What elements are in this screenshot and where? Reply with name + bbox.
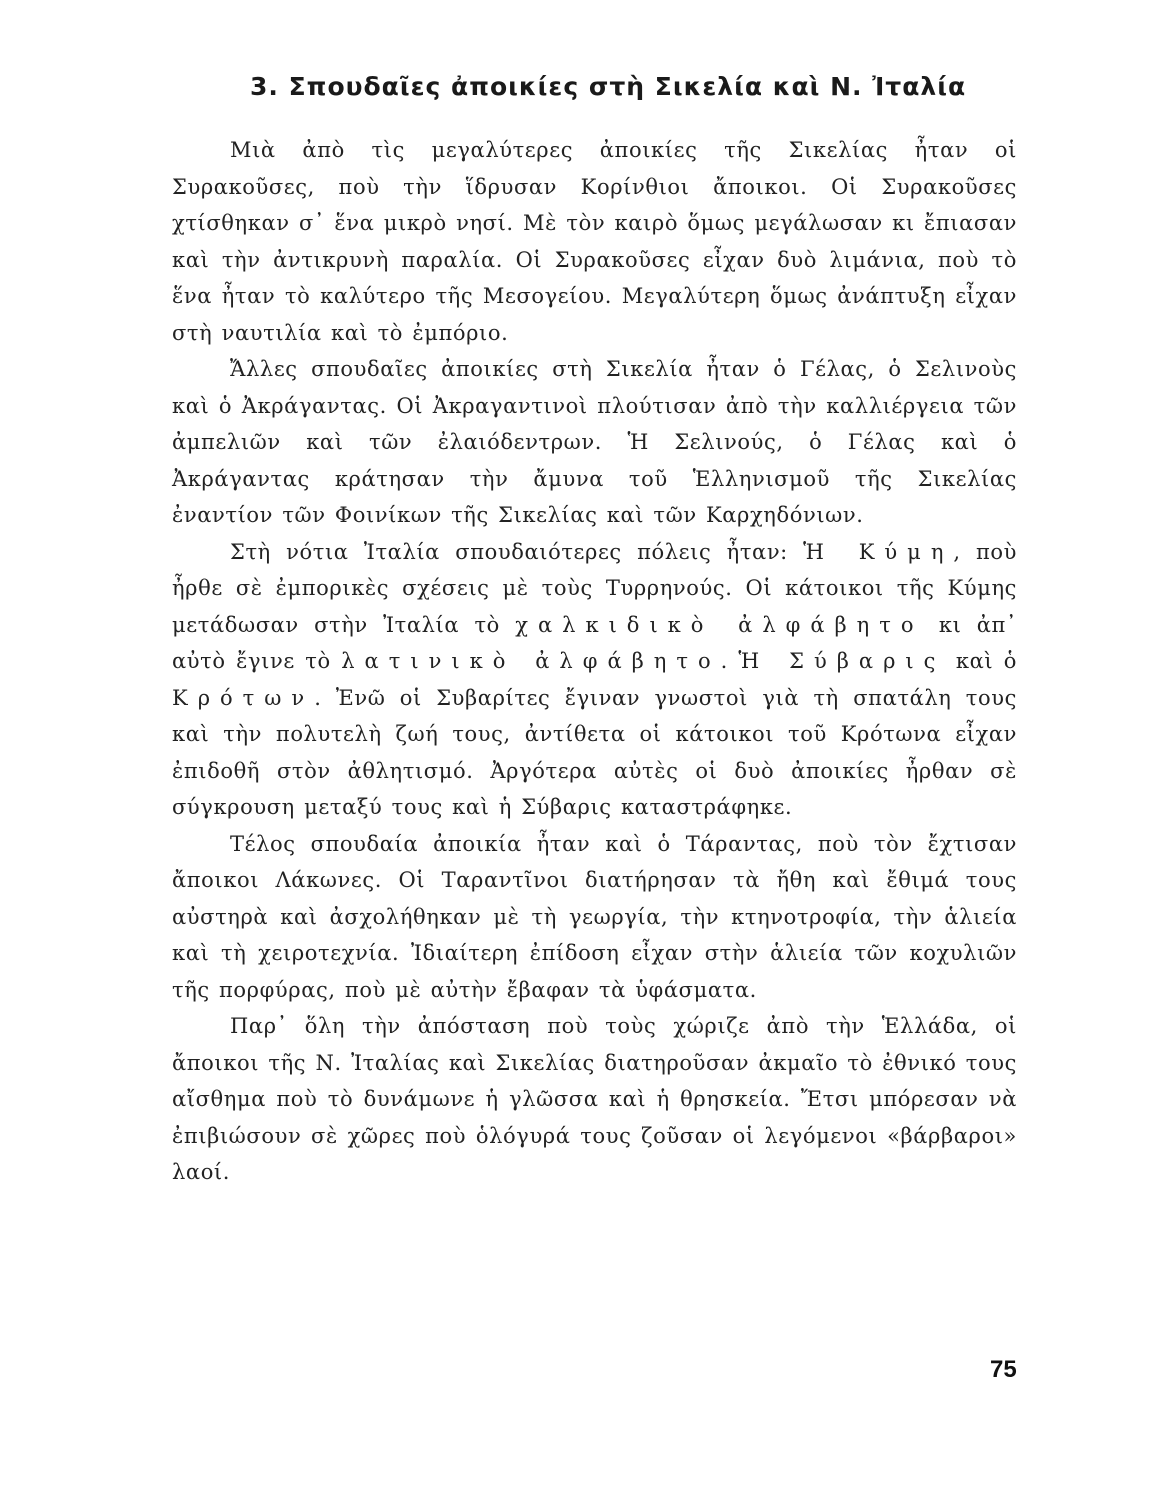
paragraph-national-sentiment: Παρ᾽ ὅλη τὴν ἀπόσταση ποὺ τοὺς χώριζε ἀπὸ τὴν Ἑλλάδα, οἱ ἄποικοι τῆς Ν. Ἰταλίας καὶ Σικελίας διατηροῦσαν ἀκμαῖο τὸ ἐθνικό τους αἴσθημα ποὺ τὸ δυνάμωνε ἡ γλῶσσα καὶ ἡ θρησκεία. Ἔτσι μπόρεσαν νὰ ἐπιβιώσουν σὲ χῶρες ποὺ ὁλόγυρά τους ζοῦσαν οἱ λεγόμενοι «βάρβαροι» λαοί.	[172, 1014, 1017, 1184]
text-run: Στὴ νότια Ἰταλία σπουδαιότερες πόλεις ἦταν:	[230, 539, 804, 564]
paragraph-syracuse: Μιὰ ἀπὸ τὶς μεγαλύτερες ἀποικίες τῆς Σικελίας ἦταν οἱ Συρακοῦσες, ποὺ τὴν ἵδρυσαν Κορίνθιοι ἄποικοι. Οἱ Συρακοῦσες χτίσθηκαν σ᾽ ἕνα μικρὸ νησί. Μὲ τὸν καιρὸ ὅμως μεγάλωσαν κι ἔπιασαν καὶ τὴν ἀντικρυνὴ παραλία. Οἱ Συρακοῦσες εἶχαν δυὸ λιμάνια, ποὺ τὸ ἕνα ἦταν τὸ καλύτερο τῆς Μεσογείου. Μεγαλύτερη ὅμως ἀνάπτυξη εἶχαν στὴ ναυτιλία καὶ τὸ ἐμπόριο.	[172, 138, 1017, 345]
spaced-term-latin-alphabet: λατινικὸ ἀλφάβητο	[341, 649, 721, 673]
text-run: .	[720, 649, 739, 673]
text-run: . Ἐνῶ οἱ Συβαρίτες ἔγιναν γνωστοὶ γιὰ τὴ σπατάλη τους καὶ τὴν πολυτελὴ ζωή τους, ἀντίθετα οἱ κάτοικοι τοῦ Κρότωνα εἶχαν ἐπιδοθῆ στὸν ἀθλητισμό. Ἀργότερα αὐτὲς οἱ δυὸ ἀποικίες ἦρθαν σὲ σύγκρουση μεταξύ τους καὶ ἡ Σύβαρις καταστράφηκε.	[172, 685, 1017, 819]
spaced-term-kymi: Ἡ Κύμη	[803, 539, 954, 564]
spaced-term-sybaris: Ἡ Σύβαρις	[738, 649, 946, 673]
text-run: κι ἀπ᾽ αὐτὸ ἔγινε τὸ	[172, 612, 1017, 673]
body-text	[172, 132, 1017, 1191]
spaced-term-chalcidian-alphabet: χαλκιδικὸ ἀλφάβητο	[515, 612, 924, 637]
text-run: , ποὺ ἦρθε σὲ ἐμπορικὲς σχέσεις μὲ τοὺς Τυρρηνούς. Οἱ κάτοικοι τῆς Κύμης μετάδωσαν στὴν Ἰταλία τὸ	[172, 539, 1017, 637]
paragraph-taras: Τέλος σπουδαία ἀποικία ἦταν καὶ ὁ Τάραντας, ποὺ τὸν ἔχτισαν ἄποικοι Λάκωνες. Οἱ Ταραντῖνοι διατήρησαν τὰ ἤθη καὶ ἔθιμά τους αὐστηρὰ καὶ ἀσχολήθηκαν μὲ τὴ γεωργία, τὴν κτηνοτροφία, τὴν ἁλιεία καὶ τὴ χειροτεχνία. Ἰδιαίτερη ἐπίδοση εἶχαν στὴν ἁλιεία τῶν κοχυλιῶν τῆς πορφύρας, ποὺ μὲ αὐτὴν ἔβαφαν τὰ ὑφάσματα.	[172, 831, 1017, 1002]
section-heading: 3. Σπουδαῖες ἀποικίες στὴ Σικελία καὶ Ν. Ἰταλία	[250, 72, 967, 101]
spaced-term-kroton: Κρότων	[172, 685, 315, 710]
page-number: 75	[990, 1356, 1017, 1383]
paragraph-other-colonies: Ἄλλες σπουδαῖες ἀποικίες στὴ Σικελία ἦταν ὁ Γέλας, ὁ Σελινοὺς καὶ ὁ Ἀκράγαντας. Οἱ Ἀκραγαντινοὶ πλούτισαν ἀπὸ τὴν καλλιέργεια τῶν ἀμπελιῶν καὶ τῶν ἐλαιόδεντρων. Ἡ Σελινούς, ὁ Γέλας καὶ ὁ Ἀκράγαντας κράτησαν τὴν ἄμυνα τοῦ Ἑλληνισμοῦ τῆς Σικελίας ἐναντίον τῶν Φοινίκων τῆς Σικελίας καὶ τῶν Καρχηδόνιων.	[172, 357, 1017, 527]
text-run: καὶ ὁ	[945, 649, 1017, 673]
paragraph-south-italy	[172, 534, 1017, 826]
